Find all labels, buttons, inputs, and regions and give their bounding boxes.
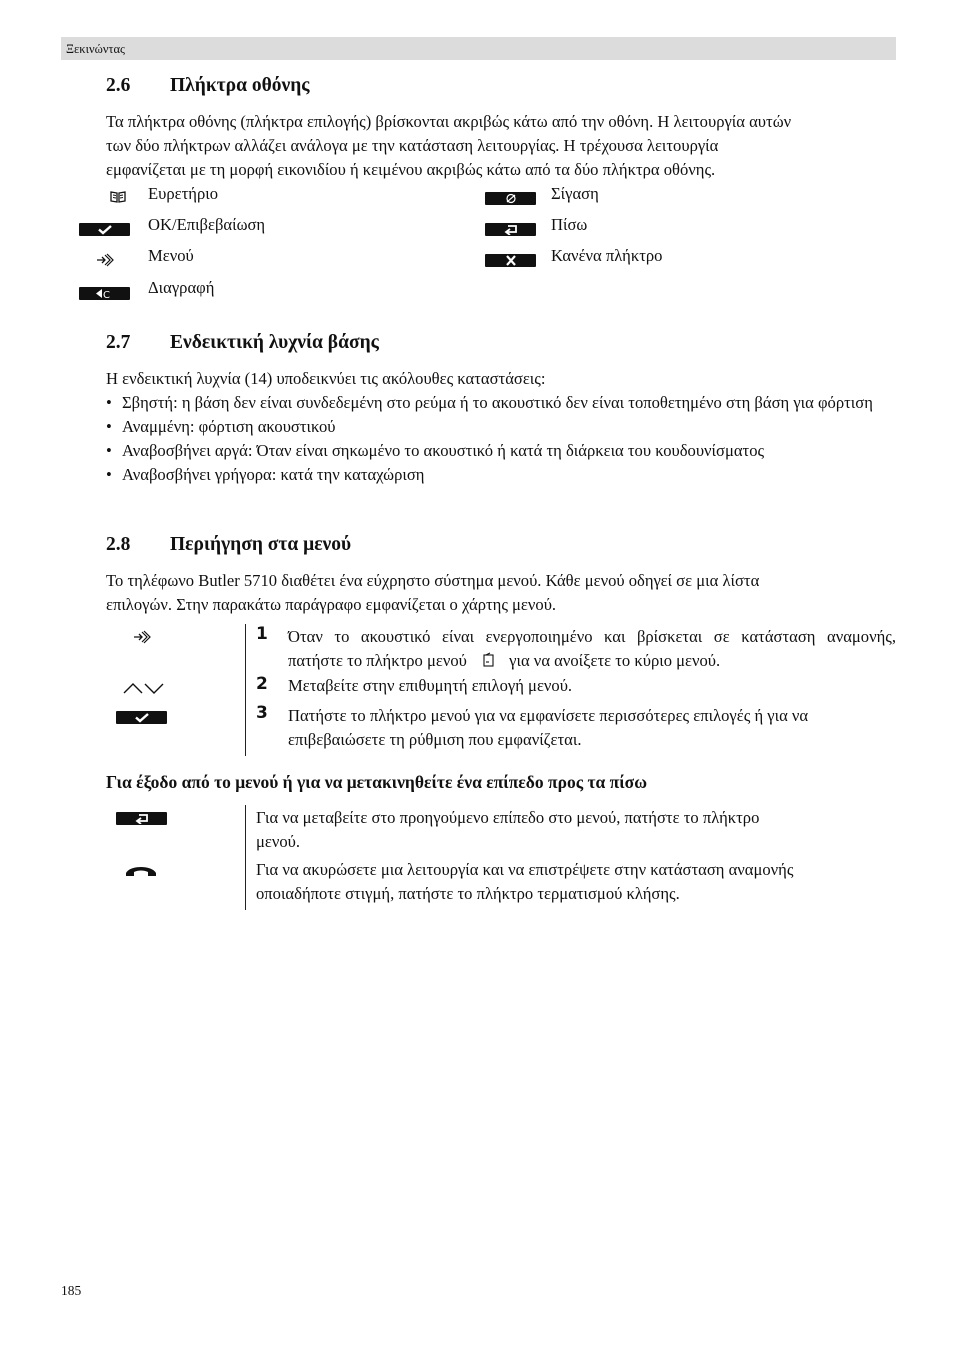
text-line: οποιαδήποτε στιγμή, πατήστε το πλήκτρο τερματισμού κλήσης. [256,884,680,903]
text-line: εμφανίζεται με τη μορφή εικονιδίου ή κειμένου ακριβώς κάτω από τα δύο πλήκτρα οθόνης. [106,160,716,179]
back-icon [485,223,536,236]
svg-text:C: C [102,290,110,299]
no-key-icon [485,254,536,267]
ok-check-icon [116,711,167,724]
exit-item-end-call-text [256,858,896,906]
phonebook-icon [110,190,126,204]
step-line-part: για να ανοίξετε το κύριο μενού. [509,651,721,670]
mute-icon [485,192,536,205]
heading-2-6 [106,75,310,97]
key-label-back: Πίσω [551,215,588,234]
step-line: Όταν το ακουστικό είναι ενεργοποιημένο και βρίσκεται σε κατάσταση αναμονής, [288,627,896,646]
intro-paragraph-2-7: Η ενδεικτική λυχνία (14) υποδεικνύει τις ακόλουθες καταστάσεις: [106,369,546,388]
menu-icon [133,628,153,646]
delete-icon [79,287,130,300]
text-line: Για να μεταβείτε στο προηγούμενο επίπεδο στο μενού, πατήστε το πλήκτρο [256,808,760,827]
heading-2-8 [106,534,351,556]
key-label-no-key: Κανένα πλήκτρο [551,246,663,265]
step-line: επιβεβαιώσετε τη ρύθμιση που εμφανίζεται. [288,730,582,749]
exit-item-back-text [256,806,896,854]
page-number: 185 [61,1283,82,1298]
exit-menu-heading: Για έξοδο από το μενού ή για να μετακινηθείτε ένα επίπεδο προς τα πίσω [106,772,647,792]
key-label-menu: Μενού [148,246,194,265]
list-item: • Σβηστή: η βάση δεν είναι συνδεδεμένη στο ρεύμα ή το ακουστικό δεν είναι τοποθετημένο στη βάση για φόρτιση [106,391,896,415]
menu-key-inline-icon [471,652,505,668]
section-label: Ξεκινώντας [66,42,126,56]
heading-title: Πλήκτρα οθόνης [170,75,310,96]
list-item: • Αναμμένη: φόρτιση ακουστικού [106,415,896,439]
running-header [61,37,896,60]
heading-2-7 [106,332,379,354]
list-item: • Αναβοσβήνει γρήγορα: κατά την καταχώριση [106,463,896,487]
step-number: 1 [256,624,268,644]
step-line: Μεταβείτε στην επιθυμητή επιλογή μενού. [288,676,573,695]
steps-divider [245,624,246,756]
step-text [288,704,896,752]
step-number: 3 [256,703,268,723]
step-line: Πατήστε το πλήκτρο μενού για να εμφανίσετε περισσότερες επιλογές ή για να [288,706,809,725]
text-line: μενού. [256,832,301,851]
ok-check-icon [79,223,130,236]
intro-paragraph-2-8 [106,569,896,617]
key-label-phonebook: Ευρετήριο [148,184,218,203]
back-icon [116,812,167,825]
step-number: 2 [256,674,268,694]
intro-paragraph-2-6 [106,110,896,182]
up-down-arrows-icon [122,681,166,695]
text-line: Για να ακυρώσετε μια λειτουργία και να επιστρέψετε στην κατάσταση αναμονής [256,860,794,879]
step-line [288,649,896,673]
text-line: Τα πλήκτρα οθόνης (πλήκτρα επιλογής) βρίσκονται ακριβώς κάτω από την οθόνη. Η λειτουργία αυτών [106,112,792,131]
exit-divider [245,805,246,910]
key-label-delete: Διαγραφή [148,278,215,297]
step-line-part: πατήστε το πλήκτρο μενού [288,651,467,670]
text-line: των δύο πλήκτρων αλλάζει ανάλογα με την κατάσταση λειτουργίας. Η τρέχουσα λειτουργία [106,136,719,155]
heading-number: 2.6 [106,75,131,96]
menu-icon [96,251,116,269]
key-label-mute: Σίγαση [551,184,599,203]
heading-number: 2.7 [106,332,131,353]
step-text [288,625,896,673]
heading-title: Περιήγηση στα μενού [170,534,352,555]
heading-title: Ενδεικτική λυχνία βάσης [170,332,379,353]
text-line: επιλογών. Στην παρακάτω παράγραφο εμφανίζεται ο χάρτης μενού. [106,595,557,614]
step-text [288,674,896,698]
key-label-ok: OK/Επιβεβαίωση [148,215,266,234]
text-line: Το τηλέφωνο Butler 5710 διαθέτει ένα εύχρηστο σύστημα μενού. Κάθε μενού οδηγεί σε μια λίστα [106,571,760,590]
heading-number: 2.8 [106,534,131,555]
list-item: • Αναβοσβήνει αργά: Όταν είναι σηκωμένο το ακουστικό ή κατά τη διάρκεια του κουδουνίσματος [106,439,896,463]
end-call-icon [124,863,158,879]
led-status-list [106,391,896,487]
